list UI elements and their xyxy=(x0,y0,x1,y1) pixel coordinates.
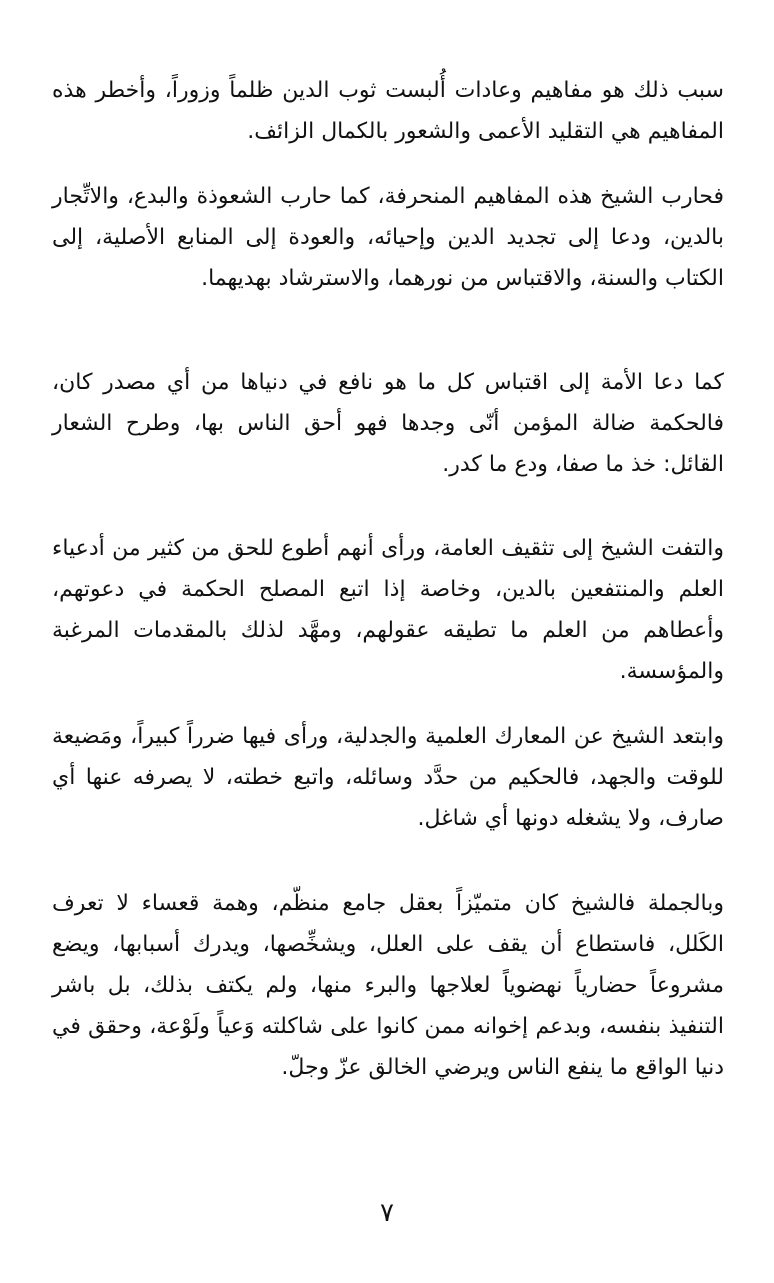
paragraph-3 xyxy=(52,362,724,485)
paragraph-text: وبالجملة فالشيخ كان متميّزاً بعقل جامع منظّم، وهمة قعساء لا تعرف الكَلل، فاستطاع أن يقف على العلل، ويشخِّصها، ويدرك أسبابها، ويضع مشروعاً حضارياً نهضوياً لعلاجها والبرء منها، ولم يكتف بذلك، بل باشر التنفيذ بنفسه، وبدعم إخوانه ممن كانوا على شاكلته وَعياً ولَوْعة، وحقق في دنيا الواقع ما ينفع الناس ويرضي الخالق عزّ وجلّ. xyxy=(52,891,724,1080)
paragraph-6 xyxy=(52,883,724,1088)
paragraph-text: والتفت الشيخ إلى تثقيف العامة، ورأى أنهم أطوع للحق من كثير من أدعياء العلم والمنتفعين بالدين، وخاصة إذا اتبع المصلح الحكمة في دعوتهم، وأعطاهم من العلم ما تطيقه عقولهم، ومهَّد لذلك بالمقدمات المرغبة والمؤسسة. xyxy=(52,536,724,684)
paragraph-4 xyxy=(52,528,724,692)
paragraph-2 xyxy=(52,176,724,299)
paragraph-5 xyxy=(52,716,724,839)
paragraph-text: كما دعا الأمة إلى اقتباس كل ما هو نافع في دنياها من أي مصدر كان، فالحكمة ضالة المؤمن أنّى وجدها فهو أحق الناس بها، وطرح الشعار القائل: خذ ما صفا، ودع ما كدر. xyxy=(52,370,724,477)
paragraph-text: فحارب الشيخ هذه المفاهيم المنحرفة، كما حارب الشعوذة والبدع، والاتِّجار بالدين، ودعا إلى تجديد الدين وإحيائه، والعودة إلى المنابع الأصلية، إلى الكتاب والسنة، والاقتباس من نورهما، والاسترشاد بهديهما. xyxy=(52,184,724,291)
page-number: ٧ xyxy=(380,1198,394,1228)
paragraph-text: وابتعد الشيخ عن المعارك العلمية والجدلية، ورأى فيها ضرراً كبيراً، ومَضيعة للوقت والجهد، فالحكيم من حدَّد وسائله، واتبع خطته، لا يصرفه عنها أي صارف، ولا يشغله دونها أي شاغل. xyxy=(52,724,724,831)
paragraph-text: سبب ذلك هو مفاهيم وعادات أُلبست ثوب الدين ظلماً وزوراً، وأخطر هذه المفاهيم هي التقليد الأعمى والشعور بالكمال الزائف. xyxy=(52,78,724,144)
paragraph-1 xyxy=(52,70,724,152)
